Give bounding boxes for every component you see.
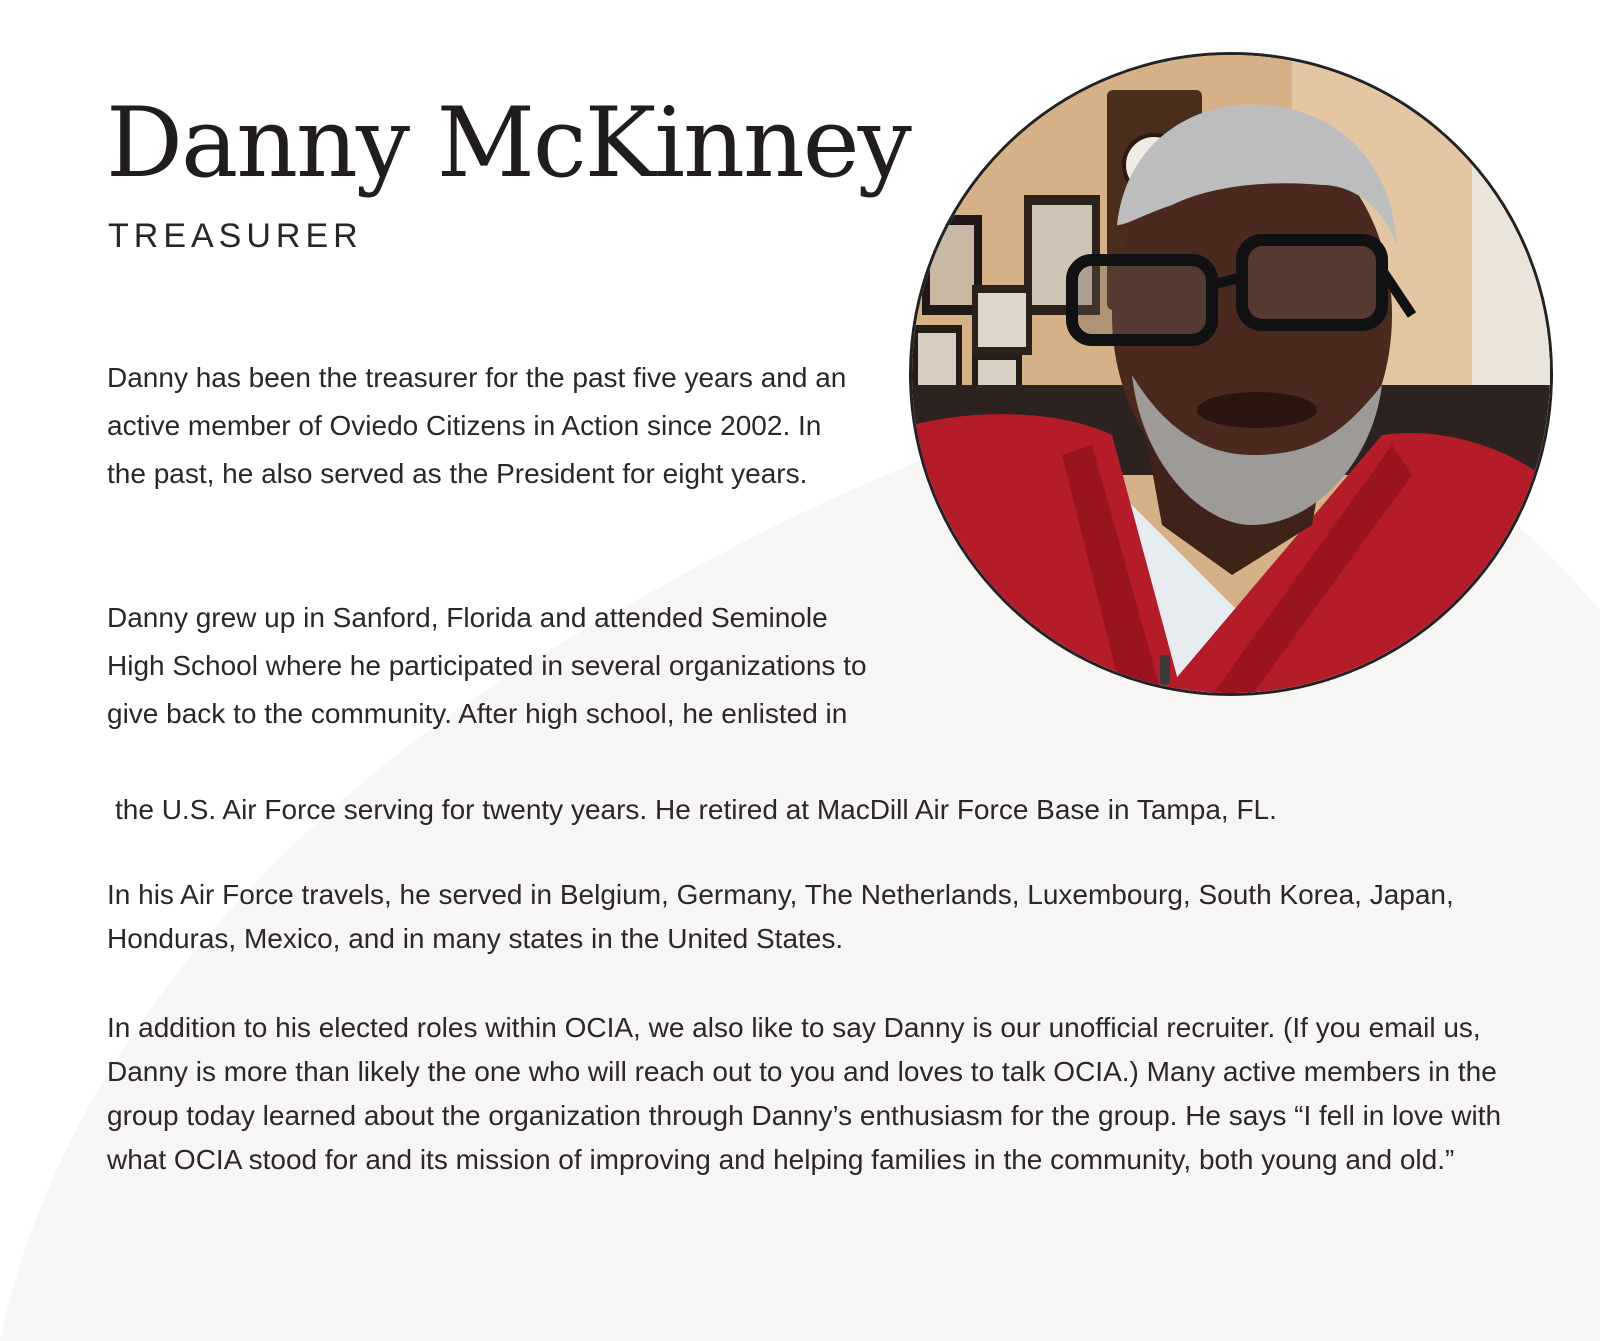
bio-paragraph-2-last-line: the U.S. Air Force serving for twenty years. He retired at MacDill Air Force Base in Tampa, FL.	[115, 794, 1277, 825]
person-role: TREASURER	[108, 217, 363, 255]
portrait-photo	[909, 52, 1553, 696]
bio-paragraph-3: In his Air Force travels, he served in Belgium, Germany, The Netherlands, Luxembourg, South Korea, Japan, Honduras, Mexico, and in many states in the United States.	[107, 879, 1454, 954]
person-name: Danny McKinney	[106, 87, 910, 199]
bio-paragraph-4: In addition to his elected roles within OCIA, we also like to say Danny is our unofficial recruiter. (If you email us, Danny is more than likely the one who will reach out to you and loves to talk OCIA.) Many active members in the group today learned about the organization through Danny’s enthusiasm for the group. He says “I fell in love with what OCIA stood for and its mission of improving and helping families in the community, both young and old.”	[107, 1012, 1502, 1175]
bio-paragraph-1: Danny has been the treasurer for the past five years and an active member of Oviedo Citizens in Action since 2002. In the past, he also served as the President for eight years.	[107, 362, 847, 489]
bio-paragraph-2: Danny grew up in Sanford, Florida and attended Seminole High School where he participated in several organizations to give back to the community. After high school, he enlisted in	[107, 602, 867, 729]
portrait-illustration	[912, 55, 1552, 695]
